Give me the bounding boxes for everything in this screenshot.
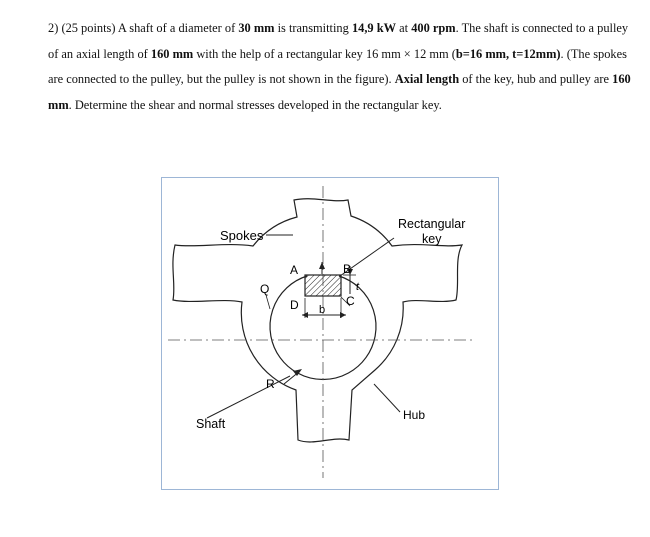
key-diagram: [162, 178, 500, 491]
shaft-leader: [207, 376, 290, 418]
axial-length-value: 160 mm: [48, 72, 631, 112]
label-t: t: [356, 281, 360, 293]
hub-label: Hub: [403, 408, 426, 422]
shaft-label: Shaft: [196, 417, 226, 431]
label-D: D: [290, 298, 299, 312]
label-b: b: [319, 304, 326, 316]
key-label-line1: Rectangular: [398, 217, 466, 231]
label-Q: Q: [260, 282, 270, 296]
power-value: 14,9 kW: [351, 21, 397, 35]
problem-statement: 2) (25 points) A shaft of a diameter of 30 mm is transmitting 14,9 kW at 400 rpm. The shaft is connected to a pulley of an axial length of 160 mm with the help of a rectangular key 16 mm × 12 mm (b=16 mm, t=12mm). (The spokes are connected to the pulley, but the pulley is not shown in the figure). Axial length of the key, hub and pulley are 160 mm. Determine the shear and normal stresses developed in the rectangular key.: [48, 21, 631, 112]
shaft-diameter: 30 mm: [238, 21, 275, 35]
label-B: B: [343, 262, 352, 276]
problem-number: 2): [48, 21, 59, 35]
key-dimensions: b=16 mm, t=12mm): [455, 46, 561, 61]
label-R: R: [266, 377, 275, 391]
pulley-length: 160 mm: [150, 46, 194, 61]
speed-value: 400 rpm: [411, 21, 456, 35]
axial-length-label: Axial length: [394, 72, 460, 86]
key-label-line2: key: [422, 232, 442, 246]
hub-outline: [173, 199, 462, 442]
label-C: C: [346, 294, 355, 308]
hub-leader: [374, 384, 400, 412]
label-A: A: [290, 263, 299, 277]
spokes-label: Spokes: [220, 228, 264, 243]
problem-points: (25 points) A shaft of a diameter of: [61, 21, 236, 35]
rectangular-key: [305, 275, 341, 296]
shaft-key-figure: [161, 177, 499, 490]
